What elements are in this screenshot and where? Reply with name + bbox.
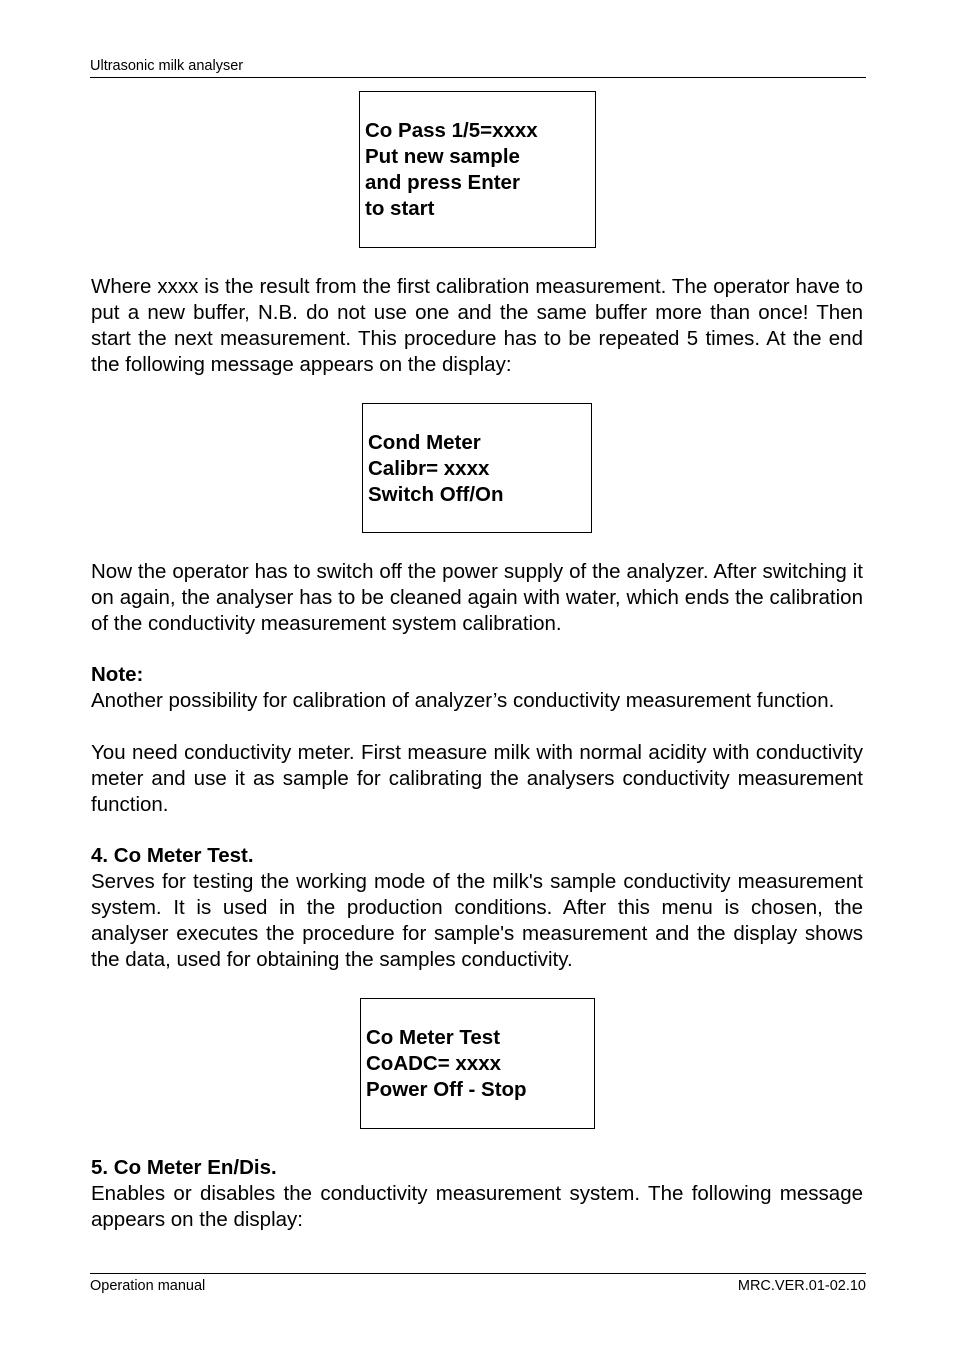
section-4-heading: 4. Co Meter Test.: [91, 844, 254, 867]
paragraph-calibration-result: Where xxxx is the result from the first calibration measurement. The operator have to put a new buffer, N.B. do not use one and the same buffer more than once! Then start the next measurement. This procedure has to be repeated 5 times. At the end the following message appears on the display:: [91, 275, 863, 376]
display-line: Calibr= xxxx: [368, 457, 490, 480]
footer-right: MRC.VER.01-02.10: [737, 1278, 866, 1294]
display-line: Switch Off/On: [368, 483, 504, 506]
page-footer: [90, 1273, 866, 1296]
section-4-paragraph: Serves for testing the working mode of the milk's sample conductivity measurement system. It is used in the production conditions. After this menu is chosen, the analyser executes the procedure for sample's measurement and the display shows the data, used for obtaining the samples conductivity.: [91, 870, 863, 971]
display-line: CoADC= xxxx: [366, 1052, 502, 1075]
display-line: to start: [365, 197, 435, 220]
paragraph-switch-off: Now the operator has to switch off the power supply of the analyzer. After switching it on again, the analyser has to be cleaned again with water, which ends the calibration of the conductivity measurement system calibration.: [91, 560, 863, 635]
page-header: [90, 56, 866, 78]
note-paragraph-b: You need conductivity meter. First measure milk with normal acidity with conductivity meter and use it as sample for calibrating the analysers conductivity measurement function.: [91, 741, 863, 816]
display-line: Cond Meter: [368, 431, 481, 454]
section-5-heading: 5. Co Meter En/Dis.: [91, 1156, 277, 1179]
display-line: Power Off - Stop: [366, 1078, 527, 1101]
display-box-co-pass: [359, 91, 596, 248]
display-box-cond-meter: [362, 403, 592, 533]
display-line: Co Meter Test: [366, 1026, 501, 1049]
note-heading: Note:: [91, 663, 144, 686]
display-box-co-meter-test: [360, 998, 595, 1129]
footer-left: Operation manual: [90, 1278, 206, 1294]
note-paragraph-a: Another possibility for calibration of analyzer’s conductivity measurement function.: [91, 689, 835, 712]
display-line: Co Pass 1/5=xxxx: [365, 119, 538, 142]
display-line: and press Enter: [365, 171, 520, 194]
display-line: Put new sample: [365, 145, 520, 168]
section-5-paragraph: Enables or disables the conductivity measurement system. The following message appears on the display:: [91, 1182, 863, 1231]
header-title: Ultrasonic milk analyser: [90, 58, 244, 74]
